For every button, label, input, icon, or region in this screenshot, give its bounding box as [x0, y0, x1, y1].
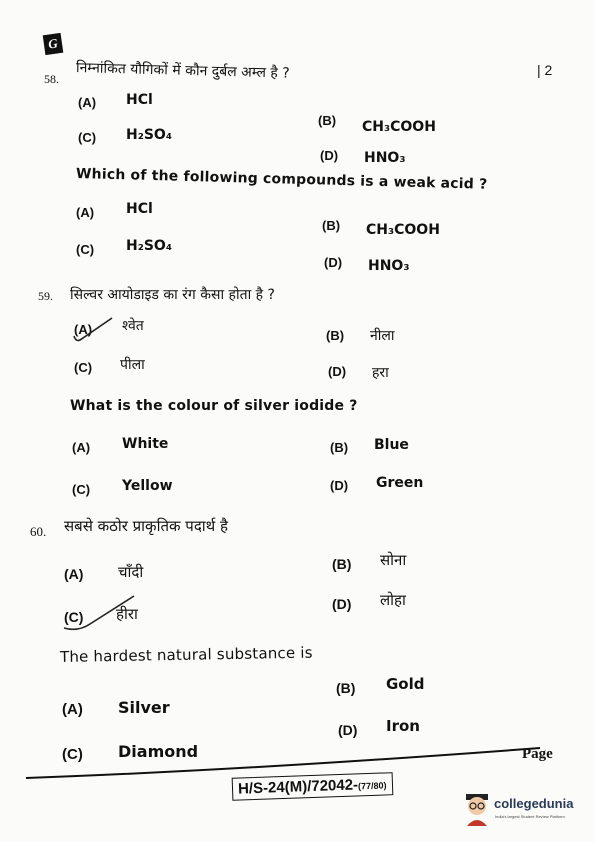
q59-en-option-c-value: Yellow — [122, 478, 173, 494]
q60-en-option-d-value: Iron — [386, 717, 420, 735]
q58-hi-option-b-label: (B) — [318, 113, 337, 128]
q60-hi-option-c-label: (C) — [64, 609, 84, 625]
student-mascot-icon — [462, 792, 492, 826]
logo-name: collegedunia — [494, 796, 574, 811]
q60-hi-option-a-label: (A) — [64, 566, 84, 582]
question-60-hindi: सबसे कठोर प्राकृतिक पदार्थ है — [64, 517, 228, 535]
q58-hi-option-d-label: (D) — [320, 148, 339, 163]
q59-hi-option-d-value: हरा — [372, 365, 389, 381]
q60-hi-option-b-value: सोना — [380, 551, 407, 569]
q60-en-option-b-label: (B) — [336, 680, 356, 696]
question-60-english: The hardest natural substance is — [59, 643, 313, 666]
question-number-60: 60. — [30, 524, 47, 539]
q59-hi-option-c-value: पीला — [120, 357, 145, 373]
q59-en-option-a-value: White — [122, 436, 169, 452]
q60-en-option-a-value: Silver — [118, 698, 170, 717]
page-number: | 2 — [537, 62, 553, 78]
q59-en-option-a-label: (A) — [72, 440, 91, 455]
q60-en-option-c-label: (C) — [62, 746, 83, 763]
q59-en-option-d-value: Green — [376, 475, 424, 491]
question-59-english: What is the colour of silver iodide ? — [70, 398, 358, 414]
q59-hi-option-b-label: (B) — [326, 328, 345, 343]
q58-en-option-d-label: (D) — [324, 255, 343, 270]
logo-tagline: India's largest Student Review Platform — [495, 814, 565, 819]
q60-en-option-a-label: (A) — [62, 701, 83, 718]
q59-en-option-b-label: (B) — [330, 440, 349, 455]
paper-code — [232, 772, 393, 801]
question-number-59: 59. — [38, 289, 53, 303]
q59-hi-option-a-value: श्वेत — [122, 318, 144, 334]
q58-hi-option-a-label: (A) — [78, 95, 97, 110]
q58-en-option-b-label: (B) — [322, 218, 341, 233]
q60-en-option-d-label: (D) — [338, 722, 358, 738]
q59-en-option-c-label: (C) — [72, 482, 91, 497]
q58-hi-option-c-value: H₂SO₄ — [126, 127, 172, 143]
q59-hi-option-a-label: (A) — [74, 322, 93, 337]
q58-hi-option-a-value: HCl — [126, 92, 153, 108]
q58-en-option-b-value: CH₃COOH — [366, 222, 440, 238]
q60-hi-option-d-value: लोहा — [380, 591, 406, 609]
question-58-hindi: निम्नांकित यौगिकों में कौन दुर्बल अम्ल है ? — [75, 60, 290, 82]
q60-hi-option-d-label: (D) — [332, 596, 352, 612]
q58-hi-option-c-label: (C) — [78, 130, 97, 145]
q58-en-option-a-label: (A) — [76, 205, 95, 220]
q60-en-option-c-value: Diamond — [118, 742, 199, 761]
q58-en-option-d-value: HNO₃ — [368, 258, 410, 274]
q58-en-option-c-label: (C) — [76, 242, 95, 257]
question-number-58: 58. — [44, 72, 59, 86]
collegedunia-logo — [462, 790, 592, 830]
q59-en-option-b-value: Blue — [374, 437, 409, 453]
paper-code-pages: (77/80) — [357, 780, 387, 792]
page-label: Page — [522, 746, 553, 762]
q60-hi-option-c-value: हीरा — [116, 605, 138, 623]
tick-mark-icon — [68, 314, 118, 346]
paper-code-main: H/S-24(M)/72042- — [237, 776, 359, 798]
q59-hi-option-d-label: (D) — [328, 364, 347, 379]
q58-en-option-a-value: HCl — [126, 201, 153, 217]
q58-en-option-c-value: H₂SO₄ — [126, 238, 172, 254]
q59-en-option-d-label: (D) — [330, 478, 349, 493]
section-badge: G — [43, 33, 64, 55]
question-58-english: Which of the following compounds is a weak acid ? — [75, 166, 488, 193]
q60-hi-option-a-value: चाँदी — [118, 563, 144, 581]
question-59-hindi: सिल्वर आयोडाइड का रंग कैसा होता है ? — [70, 287, 275, 303]
q58-hi-option-d-value: HNO₃ — [364, 150, 406, 166]
q60-hi-option-b-label: (B) — [332, 556, 352, 572]
q58-hi-option-b-value: CH₃COOH — [362, 119, 436, 135]
q59-hi-option-b-value: नीला — [370, 328, 395, 344]
q60-en-option-b-value: Gold — [386, 675, 425, 693]
q59-hi-option-c-label: (C) — [74, 360, 93, 375]
